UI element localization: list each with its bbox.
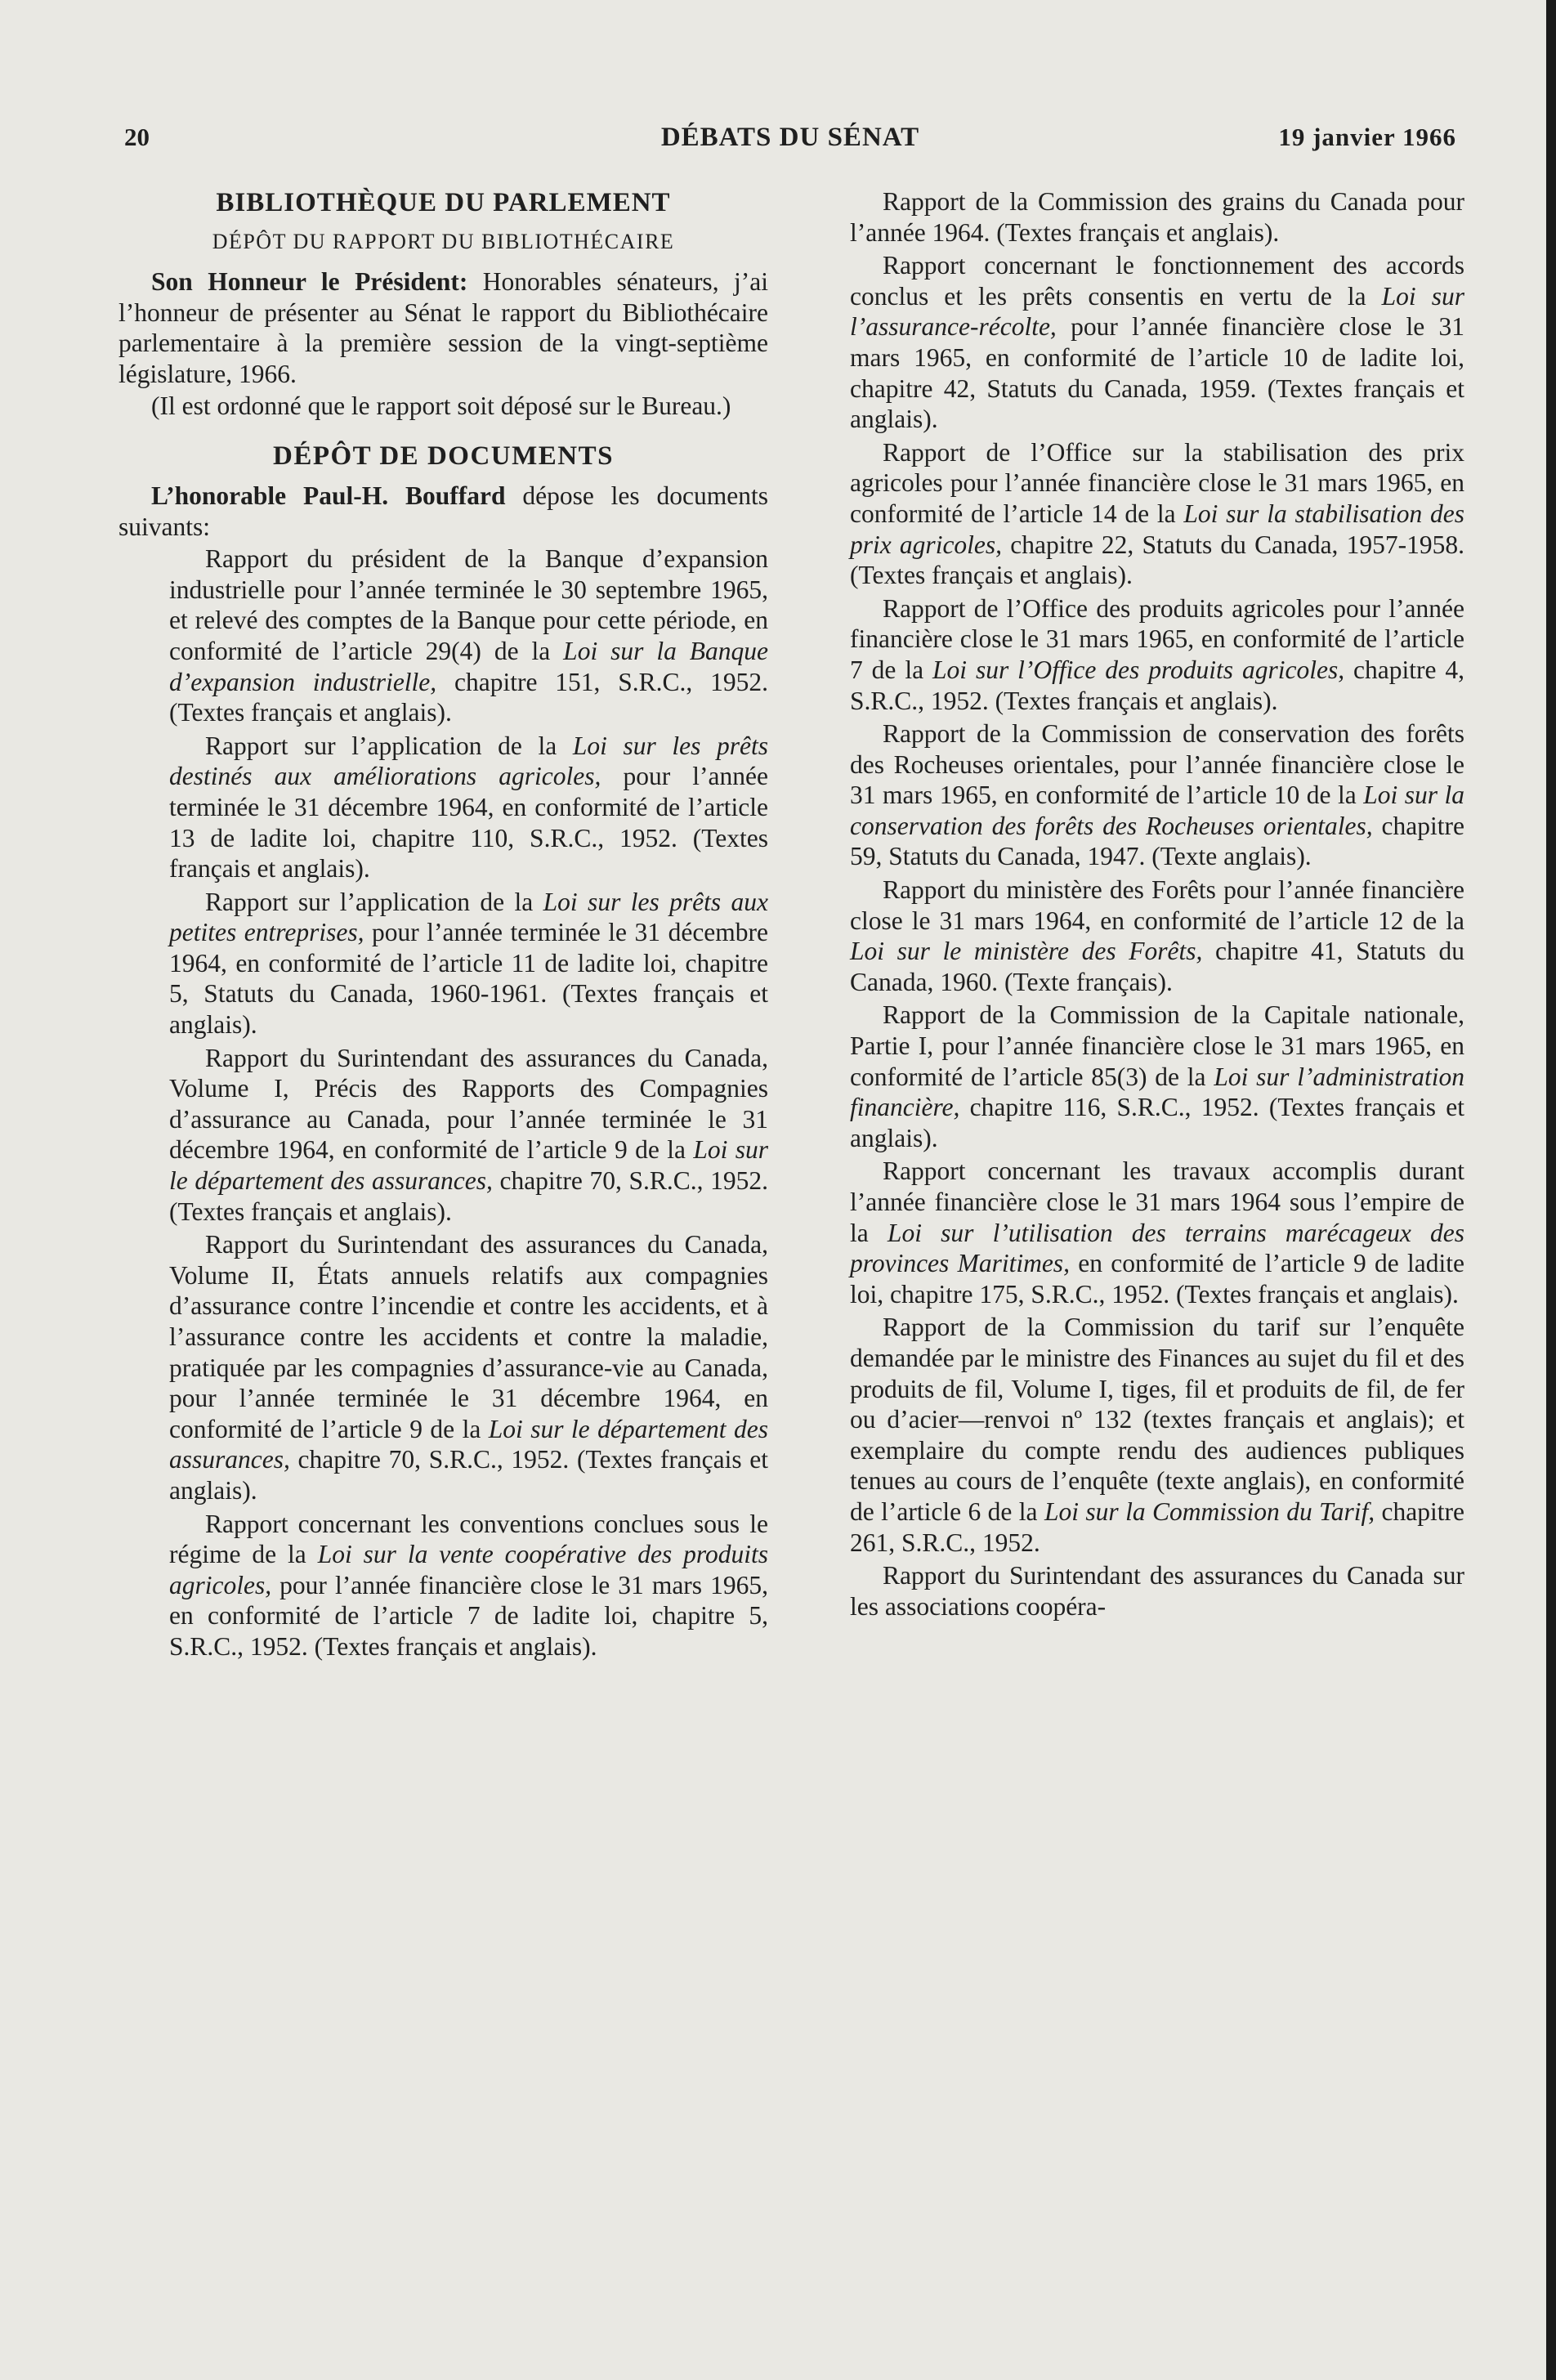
page-date: 19 janvier 1966 — [1278, 123, 1456, 151]
law-title: Loi sur le département des assurances, — [169, 1135, 768, 1196]
speaker-name: Son Honneur le Président: — [151, 267, 468, 296]
item-text: Rapport du Surintendant des assurances du Canada, Volume I, Précis des Rapports des Compagnies d’assurance au Canada, pour l’année terminée le 31 décembre 1964, en conformité de l’article 9 de la — [169, 1043, 768, 1165]
item-text: chapitre 151, S.R.C., 1952. (Textes français et anglais). — [169, 667, 768, 727]
document-item — [118, 1509, 768, 1662]
item-text: chapitre 41, Statuts du Canada, 1960. (Texte français). — [850, 937, 1464, 996]
item-text: Rapport sur l’application de la — [205, 731, 573, 760]
document-item — [850, 250, 1464, 435]
item-text: Rapport sur l’application de la — [205, 887, 543, 916]
item-text: chapitre 70, S.R.C., 1952. (Textes français et anglais). — [169, 1166, 768, 1226]
document-list-right — [850, 186, 1464, 1622]
document-item — [850, 593, 1464, 716]
speaker-name: L’honorable Paul-H. Bouffard — [151, 481, 506, 510]
speech-text: Honorables sénateurs, j’ai l’honneur de présenter au Sénat le rapport du Bibliothécaire parlementaire à la première session de la vingt-septième législature, 1966. — [118, 267, 769, 388]
law-title: Loi sur l’assurance-récolte, — [850, 281, 1464, 342]
law-title: Loi sur la vente coopérative des produits agricoles, — [169, 1540, 769, 1599]
speech-president — [118, 266, 768, 389]
item-text: chapitre 70, S.R.C., 1952. (Textes français et anglais). — [169, 1445, 768, 1505]
item-text: Rapport du ministère des Forêts pour l’année financière close le 31 mars 1964, en conformité de l’article 12 de la — [850, 875, 1464, 935]
law-title: Loi sur les prêts aux petites entreprises, — [169, 887, 768, 947]
law-title: Loi sur les prêts destinés aux améliorations agricoles, — [169, 731, 768, 791]
item-text: Rapport concernant les conventions conclues sous le régime de la — [169, 1509, 768, 1569]
law-title: Loi sur la conservation des forêts des Rocheuses orientales, — [850, 781, 1464, 840]
speech-text: dépose les documents suivants: — [118, 481, 768, 541]
item-text: Rapport de l’Office des produits agricoles pour l’année financière close le 31 mars 1965, en conformité de l’article 7 de la — [850, 593, 1464, 684]
item-text: Rapport de l’Office sur la stabilisation des prix agricoles pour l’année financière close le 31 mars 1965, en conformité de l’article 14 de la — [850, 437, 1464, 528]
item-text: Rapport de la Commission de conservation des forêts des Rocheuses orientales, pour l’année financière close le 31 mars 1965, en conformité de l’article 10 de la — [850, 719, 1464, 810]
law-title: Loi sur l’Office des produits agricoles, — [932, 655, 1345, 684]
right-column — [850, 186, 1464, 1624]
document-item — [118, 1043, 768, 1228]
section-title-depot-documents: DÉPÔT DE DOCUMENTS — [273, 441, 614, 471]
item-text: Rapport de la Commission de la Capitale nationale, Partie I, pour l’année financière close le 31 mars 1965, en conformité de l’article 85(3) de la — [850, 1000, 1464, 1091]
document-item — [118, 887, 768, 1040]
document-list-left — [118, 544, 768, 1662]
law-title: Loi sur l’administration financière, — [850, 1062, 1464, 1122]
item-text: Rapport concernant les travaux accomplis durant l’année financière close le 31 mars 1964 sous l’empire de la — [850, 1156, 1464, 1247]
document-item — [118, 1229, 768, 1505]
speech-bouffard — [118, 481, 768, 542]
item-text: Rapport de la Commission du tarif sur l’enquête demandée par le ministre des Finances au sujet du fil et des produits de fil, Volume I, tiges, fil et produits de fil, de fer ou d’acier—renvoi nº 132 (textes français et anglais); et exemplaire du compte rendu des audiences publiques tenues au cours de l’enquête (texte anglais), en conformité de l’article 6 de la — [850, 1313, 1464, 1526]
publication-title: DÉBATS DU SÉNAT — [660, 123, 920, 152]
document-item — [118, 544, 768, 728]
document-item — [850, 186, 1464, 248]
item-text: chapitre 59, Statuts du Canada, 1947. (Texte anglais). — [850, 811, 1464, 871]
document-item — [850, 1312, 1464, 1558]
item-text: en conformité de l’article 9 de ladite loi, chapitre 175, S.R.C., 1952. (Textes français et anglais). — [850, 1249, 1464, 1309]
law-title: Loi sur la Banque d’expansion industrielle, — [169, 636, 768, 696]
section-subtitle-depot-rapport: DÉPÔT DU RAPPORT DU BIBLIOTHÉCAIRE — [212, 230, 675, 253]
item-text: pour l’année financière close le 31 mars 1965, en conformité de l’article 10 de ladite loi, chapitre 42, Statuts du Canada, 1959. (Textes français et anglais). — [850, 312, 1464, 434]
item-text: Rapport de la Commission des grains du Canada pour l’année 1964. (Textes français et anglais). — [850, 187, 1464, 247]
section-title-bibliotheque: BIBLIOTHÈQUE DU PARLEMENT — [216, 188, 671, 217]
scan-edge — [1546, 0, 1556, 2380]
law-title: Loi sur le département des assurances, — [169, 1414, 768, 1474]
document-item — [118, 731, 768, 884]
procedural-note: (Il est ordonné que le rapport soit déposé sur le Bureau.) — [151, 391, 731, 421]
item-text: chapitre 116, S.R.C., 1952. (Textes français et anglais). — [850, 1093, 1464, 1152]
item-text: pour l’année financière close le 31 mars 1965, en conformité de l’article 7 de ladite loi, chapitre 5, S.R.C., 1952. (Textes français et anglais). — [169, 1570, 768, 1661]
document-item — [850, 1560, 1464, 1622]
law-title: Loi sur la Commission du Tarif, — [1044, 1496, 1375, 1526]
document-item — [850, 875, 1464, 997]
page-number: 20 — [124, 123, 150, 151]
item-text: Rapport du Surintendant des assurances du Canada, Volume II, États annuels relatifs aux compagnies d’assurance contre l’incendie et contre les accidents, et à l’assurance contre les accidents et contre la maladie, pratiquée par les compagnies d’assurance-vie au Canada, pour l’année terminée le 31 décembre 1964, en conformité de l’article 9 de la — [169, 1230, 768, 1443]
left-column — [118, 186, 768, 1665]
item-text: Rapport du Surintendant des assurances du Canada sur les associations coopéra- — [850, 1561, 1464, 1621]
page-header — [124, 123, 1456, 163]
item-text: chapitre 4, S.R.C., 1952. (Textes français et anglais). — [850, 655, 1464, 715]
item-text: pour l’année terminée le 31 décembre 1964, en conformité de l’article 11 de ladite loi, chapitre 5, Statuts du Canada, 1960-1961. (Textes français et anglais). — [169, 918, 768, 1040]
item-text: chapitre 261, S.R.C., 1952. — [850, 1496, 1464, 1557]
document-item — [850, 437, 1464, 591]
document-item — [850, 718, 1464, 872]
document-item — [850, 1000, 1464, 1153]
document-item — [850, 1156, 1464, 1309]
item-text: Rapport du président de la Banque d’expansion industrielle pour l’année terminée le 30 septembre 1965, et relevé des comptes de la Banque pour cette période, en conformité de l’article 29(4) de la — [169, 544, 768, 665]
item-text: pour l’année terminée le 31 décembre 1964, en conformité de l’article 13 de ladite loi, chapitre 110, S.R.C., 1952. (Textes français et anglais). — [169, 762, 768, 884]
item-text: chapitre 22, Statuts du Canada, 1957-1958. (Textes français et anglais). — [850, 530, 1464, 590]
item-text: Rapport concernant le fonctionnement des accords conclus et les prêts consentis en vertu de la — [850, 251, 1464, 311]
law-title: Loi sur l’utilisation des terrains marécageux des provinces Maritimes, — [850, 1218, 1464, 1278]
law-title: Loi sur la stabilisation des prix agricoles, — [850, 499, 1464, 559]
law-title: Loi sur le ministère des Forêts, — [850, 937, 1203, 966]
